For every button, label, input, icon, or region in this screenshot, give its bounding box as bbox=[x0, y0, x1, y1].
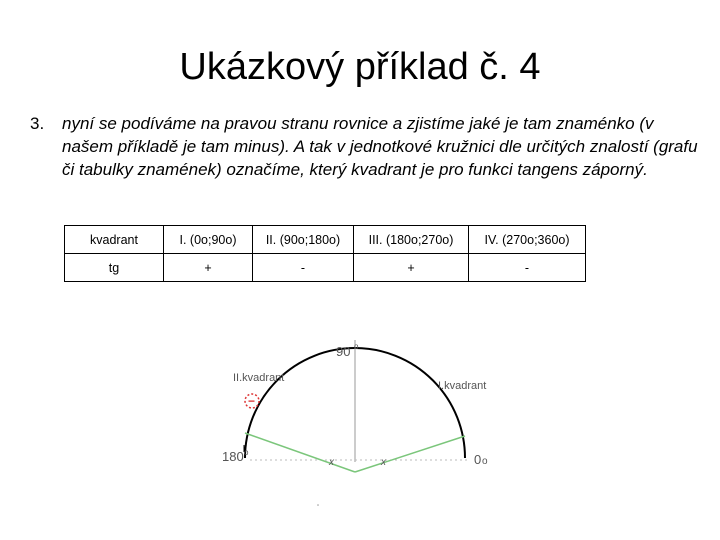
table-cell-sign-1: + bbox=[164, 254, 253, 282]
green-boundary-right bbox=[355, 436, 465, 472]
slide-title: Ukázkový příklad č. 4 bbox=[179, 46, 541, 88]
table-header-quadrant: kvadrant bbox=[65, 226, 164, 254]
green-boundary-left bbox=[245, 433, 355, 472]
label-x-left: x bbox=[329, 457, 334, 468]
table-cell-quadrant-3: III. (180o;270o) bbox=[354, 226, 469, 254]
table-cell-sign-4: - bbox=[469, 254, 586, 282]
label-90-degree: o bbox=[354, 342, 359, 351]
label-180-value: 180 bbox=[222, 449, 244, 464]
dot-mark bbox=[317, 504, 319, 506]
label-180-degree: o bbox=[244, 448, 249, 457]
list-item-text: nyní se podíváme na pravou stranu rovnice a zjistíme jaké je tam znaménko (v našem příkladě je tam minus). A tak v jednotkové kružnici dle určitých znalostí (grafu či tabulky znamének) označíme, který kvadrant je pro funkci tangens záporný. bbox=[62, 114, 698, 179]
table-cell-sign-3: + bbox=[354, 254, 469, 282]
table-row-label-tg: tg bbox=[65, 254, 164, 282]
list-item-number: 3. bbox=[30, 114, 45, 133]
label-0-degree: o bbox=[482, 456, 488, 467]
label-quadrant-1: I.kvadrant bbox=[438, 380, 487, 392]
label-0-value: 0 bbox=[474, 452, 482, 467]
label-x-right: x bbox=[381, 457, 386, 468]
minus-sign: − bbox=[248, 394, 256, 408]
table-cell-quadrant-1: I. (0o;90o) bbox=[164, 226, 253, 254]
table-cell-quadrant-2: II. (90o;180o) bbox=[253, 226, 354, 254]
table-cell-sign-2: - bbox=[253, 254, 354, 282]
label-90-value: 90 bbox=[336, 344, 351, 359]
table-cell-quadrant-4: IV. (270o;360o) bbox=[469, 226, 586, 254]
label-quadrant-2: II.kvadrant bbox=[233, 372, 285, 384]
